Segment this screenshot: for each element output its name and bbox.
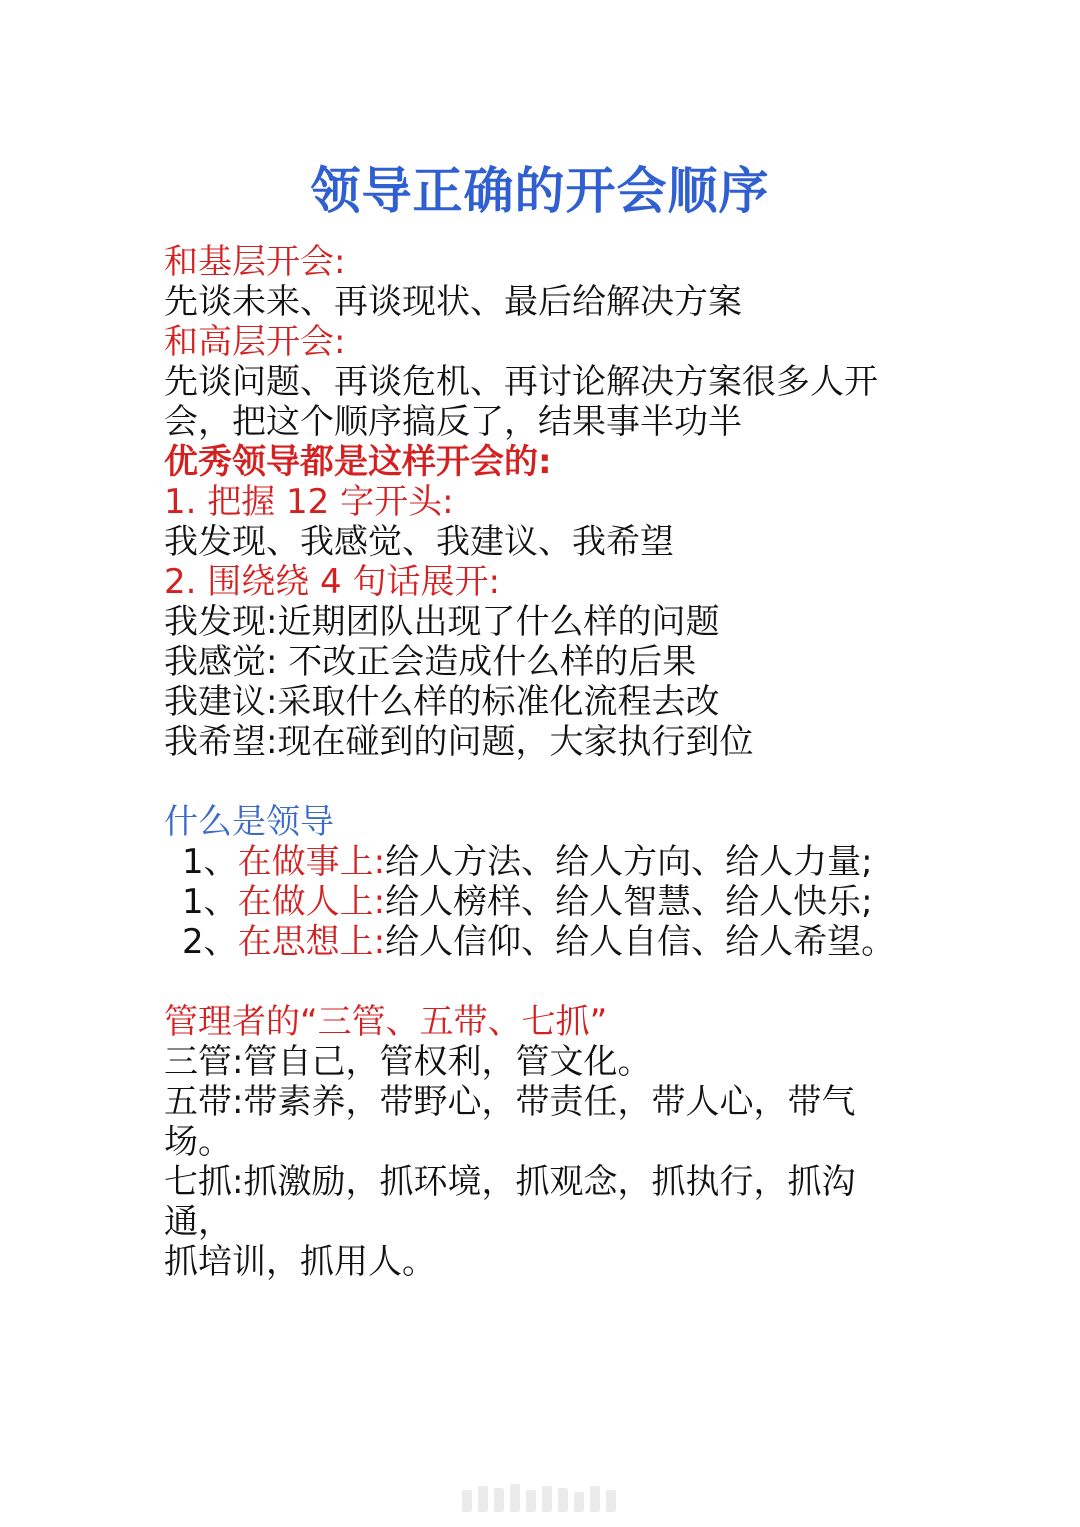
manager-line: 三管:管自己，管权利，管文化。 <box>164 1042 652 1082</box>
item-label: 在做人上: <box>237 882 386 922</box>
item-label: 在做事上: <box>237 842 386 882</box>
item-text: 给人信仰、给人自信、给人希望。 <box>385 922 896 962</box>
leadership-item <box>164 922 1064 962</box>
leadership-item <box>164 882 1064 922</box>
point2-item: 我发现:近期团队出现了什么样的问题 <box>164 602 720 642</box>
point1-heading: 1. 把握 12 字开头: <box>164 482 454 522</box>
manager-line: 七抓:抓激励，抓环境，抓观念，抓执行，抓沟 <box>164 1162 856 1202</box>
manager-line: 五带:带素养，带野心，带责任，带人心，带气 <box>164 1082 856 1122</box>
point2-item: 我感觉: 不改正会造成什么样的后果 <box>164 642 697 682</box>
document-body <box>164 242 1064 1282</box>
grassroots-heading: 和基层开会: <box>164 242 346 282</box>
manager-line: 通， <box>164 1202 232 1242</box>
page-title: 领导正确的开会顺序 <box>310 162 770 220</box>
point2-item: 我建议:采取什么样的标准化流程去改 <box>164 682 720 722</box>
manager-line: 场。 <box>164 1122 232 1162</box>
point2-heading: 2. 围绕绕 4 句话展开: <box>164 562 500 602</box>
watermark <box>462 1484 622 1512</box>
senior-text-2: 会，把这个顺序搞反了，结果事半功半 <box>164 402 742 442</box>
item-label: 在思想上: <box>237 922 386 962</box>
item-text: 给人方法、给人方向、给人力量; <box>385 842 873 882</box>
point1-text: 我发现、我感觉、我建议、我希望 <box>164 522 674 562</box>
excellent-heading: 优秀领导都是这样开会的: <box>164 442 552 482</box>
senior-heading: 和高层开会: <box>164 322 346 362</box>
manager-line: 抓培训，抓用人。 <box>164 1242 436 1282</box>
manager-heading: 管理者的“三管、五带、七抓” <box>164 1002 608 1042</box>
item-text: 给人榜样、给人智慧、给人快乐; <box>385 882 873 922</box>
item-number: 1、 <box>182 842 238 882</box>
point2-item: 我希望:现在碰到的问题，大家执行到位 <box>164 722 754 762</box>
leadership-heading: 什么是领导 <box>164 802 334 842</box>
grassroots-text: 先谈未来、再谈现状、最后给解决方案 <box>164 282 742 322</box>
senior-text-1: 先谈问题、再谈危机、再讨论解决方案很多人开 <box>164 362 878 402</box>
leadership-item <box>164 842 1064 882</box>
item-number: 2、 <box>182 922 238 962</box>
item-number: 1、 <box>182 882 238 922</box>
